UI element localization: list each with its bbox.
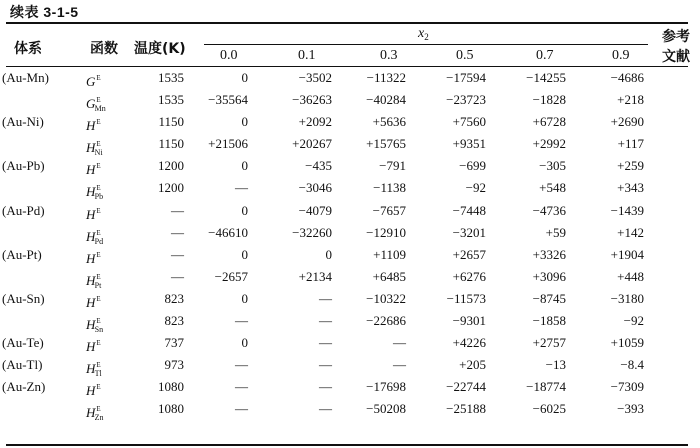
temperature-cell: 1150 [158, 114, 184, 130]
value-cell: 0 [325, 246, 332, 262]
function-cell [86, 354, 136, 379]
value-cell: +1109 [373, 246, 406, 262]
value-cell: −305 [539, 158, 566, 174]
value-cell: +2092 [298, 114, 332, 130]
value-cell: −18774 [526, 379, 566, 395]
function-symbol: H [86, 405, 96, 421]
function-superscript: E [96, 361, 101, 370]
value-cell: −50208 [366, 401, 406, 417]
function-cell [86, 222, 136, 244]
value-cell: −1138 [373, 180, 406, 196]
system-cell [2, 89, 80, 111]
function-superscript: E [96, 405, 101, 414]
value-cell: −10322 [366, 290, 406, 306]
function-superscript: E [96, 74, 101, 82]
value-cell: −23723 [446, 92, 486, 108]
function-symbol: H [86, 140, 96, 156]
function-symbol: H [86, 184, 96, 200]
function-superscript: E [96, 140, 101, 149]
value-cell: −46610 [208, 224, 248, 240]
function-symbol: H [86, 383, 96, 399]
function-symbol: H [86, 317, 96, 333]
value-cell: +142 [617, 224, 644, 240]
value-cell: — [319, 401, 332, 417]
header-comp-0: 0.0 [220, 48, 238, 63]
value-cell: — [319, 379, 332, 395]
value-cell: −36263 [292, 92, 332, 108]
value-cell: −22744 [446, 379, 486, 395]
function-superscript: E [96, 339, 101, 348]
function-superscript: E [96, 250, 101, 259]
value-cell: — [235, 313, 248, 329]
value-cell: −1828 [532, 92, 566, 108]
function-cell [86, 133, 136, 158]
function-cell [86, 200, 136, 222]
function-symbol: H [86, 294, 96, 310]
function-cell [86, 177, 136, 202]
value-cell: −7448 [452, 202, 486, 218]
table-caption: 续表 3-1-5 [10, 4, 79, 20]
function-symbol: G [86, 96, 96, 112]
value-cell: — [393, 357, 406, 373]
function-cell [86, 398, 136, 423]
function-subscript: Mn [94, 104, 106, 114]
value-cell: — [319, 290, 332, 306]
value-cell: −9301 [452, 313, 486, 329]
value-cell: +20267 [292, 136, 332, 152]
value-cell: — [235, 180, 248, 196]
header-x2-sub: 2 [424, 32, 429, 42]
value-cell: +6485 [372, 268, 406, 284]
system-cell: (Au-Zn) [2, 379, 46, 395]
value-cell: +218 [617, 92, 644, 108]
header-comp-5: 0.9 [612, 48, 630, 63]
value-cell: +2657 [452, 246, 486, 262]
value-cell: +2690 [610, 114, 644, 130]
value-cell: −4686 [610, 70, 644, 85]
header-x2 [418, 26, 429, 42]
value-cell: +5636 [372, 114, 406, 130]
value-cell: −4736 [532, 202, 566, 218]
table-row [0, 310, 700, 335]
value-cell: −17698 [366, 379, 406, 395]
value-cell: −7309 [610, 379, 644, 395]
value-cell: +343 [617, 180, 644, 196]
value-cell: −393 [617, 401, 644, 417]
function-symbol: H [86, 339, 96, 355]
value-cell: +7560 [452, 114, 486, 130]
value-cell: +205 [459, 357, 486, 373]
function-superscript: E [96, 228, 101, 237]
system-cell [2, 398, 80, 420]
value-cell: −11573 [446, 290, 486, 306]
system-cell: (Au-Pd) [2, 202, 45, 218]
value-cell: −92 [623, 313, 644, 329]
value-cell: +21506 [208, 136, 248, 152]
system-cell: (Au-Sn) [2, 290, 45, 306]
value-cell: −11322 [366, 70, 406, 85]
system-cell [2, 222, 80, 244]
table-row [0, 67, 700, 89]
value-cell: — [235, 357, 248, 373]
function-cell [86, 266, 136, 288]
system-cell: (Au-Pb) [2, 158, 45, 174]
function-cell [86, 376, 136, 398]
temperature-cell: — [171, 268, 184, 284]
value-cell: +6728 [532, 114, 566, 130]
value-cell: +2134 [298, 268, 332, 284]
temperature-cell: 737 [164, 335, 184, 351]
temperature-cell: — [171, 224, 184, 240]
temperature-cell: 1080 [158, 401, 184, 417]
value-cell: −791 [379, 158, 406, 174]
function-symbol: H [86, 206, 96, 222]
value-cell: +259 [617, 158, 644, 174]
table-row [0, 177, 700, 202]
function-cell [86, 155, 136, 177]
value-cell: +9351 [452, 136, 486, 152]
value-cell: 0 [241, 158, 248, 174]
table-row [0, 89, 700, 114]
temperature-cell: 1150 [158, 136, 184, 152]
value-cell: −6025 [532, 401, 566, 417]
header-ref-line1: 参考 [662, 29, 690, 45]
value-cell: −1439 [610, 202, 644, 218]
function-subscript: Pt [94, 280, 102, 290]
function-symbol: H [86, 361, 96, 377]
top-rule [6, 22, 688, 24]
value-cell: 0 [241, 114, 248, 130]
value-cell: −14255 [526, 70, 566, 85]
value-cell: −4079 [298, 202, 332, 218]
header-x2-label: x [418, 26, 425, 41]
value-cell: −40284 [366, 92, 406, 108]
value-cell: −435 [305, 158, 332, 174]
function-cell [86, 332, 136, 354]
function-subscript: Pd [94, 236, 104, 246]
value-cell: −3046 [298, 180, 332, 196]
function-superscript: E [96, 184, 101, 193]
value-cell: −699 [459, 158, 486, 174]
value-cell: −32260 [292, 224, 332, 240]
temperature-cell: — [171, 202, 184, 218]
value-cell: −13 [545, 357, 566, 373]
function-superscript: E [96, 272, 101, 281]
function-superscript: E [96, 96, 101, 105]
value-cell: +59 [545, 224, 566, 240]
function-cell [86, 310, 136, 335]
system-cell [2, 266, 80, 288]
value-cell: +2992 [532, 136, 566, 152]
value-cell: −3502 [298, 70, 332, 85]
value-cell: +6276 [452, 268, 486, 284]
header-comp-4: 0.7 [536, 48, 554, 63]
temperature-cell: — [171, 246, 184, 262]
system-cell: (Au-Te) [2, 335, 44, 351]
value-cell: −3180 [610, 290, 644, 306]
function-superscript: E [96, 162, 101, 171]
system-cell: (Au-Pt) [2, 246, 42, 262]
table-row [0, 200, 700, 222]
table-row [0, 111, 700, 133]
value-cell: −25188 [446, 401, 486, 417]
header-comp-1: 0.1 [298, 48, 316, 63]
table-row [0, 244, 700, 266]
table-row [0, 155, 700, 177]
temperature-cell: 1200 [158, 180, 184, 196]
function-superscript: E [96, 118, 101, 127]
value-cell: 0 [241, 70, 248, 85]
table-row [0, 376, 700, 398]
table-row [0, 332, 700, 354]
value-cell: 0 [241, 335, 248, 351]
table-row [0, 133, 700, 158]
table-row [0, 266, 700, 288]
value-cell: +117 [617, 136, 644, 152]
header-ref-line2: 文献 [662, 49, 690, 65]
function-symbol: H [86, 272, 96, 288]
temperature-cell: 1080 [158, 379, 184, 395]
header-function: 函数 [90, 41, 118, 57]
value-cell: +15765 [366, 136, 406, 152]
table-body [0, 67, 700, 421]
header-system: 体系 [14, 41, 42, 57]
value-cell: +3326 [532, 246, 566, 262]
value-cell: −22686 [366, 313, 406, 329]
table-row [0, 288, 700, 310]
value-cell: −8.4 [620, 357, 644, 373]
value-cell: −92 [465, 180, 486, 196]
function-cell [86, 67, 136, 89]
value-cell: +1904 [610, 246, 644, 262]
function-superscript: E [96, 317, 101, 326]
value-cell: +2757 [532, 335, 566, 351]
system-cell [2, 133, 80, 155]
function-cell [86, 244, 136, 266]
value-cell: −3201 [452, 224, 486, 240]
function-symbol: H [86, 118, 96, 134]
function-superscript: E [96, 383, 101, 392]
value-cell: +4226 [452, 335, 486, 351]
function-subscript: Tl [94, 369, 102, 379]
header-comp-2: 0.3 [380, 48, 398, 63]
value-cell: +1059 [610, 335, 644, 351]
table-row [0, 354, 700, 379]
system-cell [2, 177, 80, 199]
header-subrule [204, 44, 648, 45]
temperature-cell: 1535 [158, 92, 184, 108]
function-symbol: G [86, 74, 96, 89]
table-row [0, 398, 700, 423]
function-symbol: H [86, 250, 96, 266]
function-subscript: Zn [94, 413, 104, 423]
system-cell: (Au-Mn) [2, 70, 49, 85]
function-subscript: Sn [94, 325, 104, 335]
value-cell: — [319, 313, 332, 329]
value-cell: — [319, 357, 332, 373]
value-cell: −1858 [532, 313, 566, 329]
temperature-cell: 1200 [158, 158, 184, 174]
value-cell: +548 [539, 180, 566, 196]
function-symbol: H [86, 228, 96, 244]
value-cell: 0 [241, 290, 248, 306]
header-temperature: 温度(K) [134, 41, 186, 57]
function-cell [86, 288, 136, 310]
system-cell: (Au-Tl) [2, 357, 43, 373]
value-cell: −8745 [532, 290, 566, 306]
function-superscript: E [96, 206, 101, 215]
system-cell [2, 310, 80, 332]
value-cell: 0 [241, 246, 248, 262]
value-cell: −35564 [208, 92, 248, 108]
function-superscript: E [96, 294, 101, 303]
value-cell: −2657 [214, 268, 248, 284]
value-cell: −7657 [372, 202, 406, 218]
value-cell: — [235, 401, 248, 417]
value-cell: +448 [617, 268, 644, 284]
value-cell: — [393, 335, 406, 351]
function-cell [86, 111, 136, 133]
table-row [0, 222, 700, 244]
temperature-cell: 973 [164, 357, 184, 373]
bottom-rule [6, 444, 688, 446]
header-comp-3: 0.5 [456, 48, 474, 63]
temperature-cell: 823 [164, 313, 184, 329]
function-subscript: Pb [94, 192, 104, 202]
function-subscript: Ni [94, 148, 103, 158]
value-cell: — [319, 335, 332, 351]
system-cell: (Au-Ni) [2, 114, 44, 130]
temperature-cell: 823 [164, 290, 184, 306]
value-cell: 0 [241, 202, 248, 218]
value-cell: −12910 [366, 224, 406, 240]
value-cell: −17594 [446, 70, 486, 85]
function-symbol: H [86, 162, 96, 178]
value-cell: +3096 [532, 268, 566, 284]
value-cell: — [235, 379, 248, 395]
temperature-cell: 1535 [158, 70, 184, 85]
function-cell [86, 89, 136, 114]
